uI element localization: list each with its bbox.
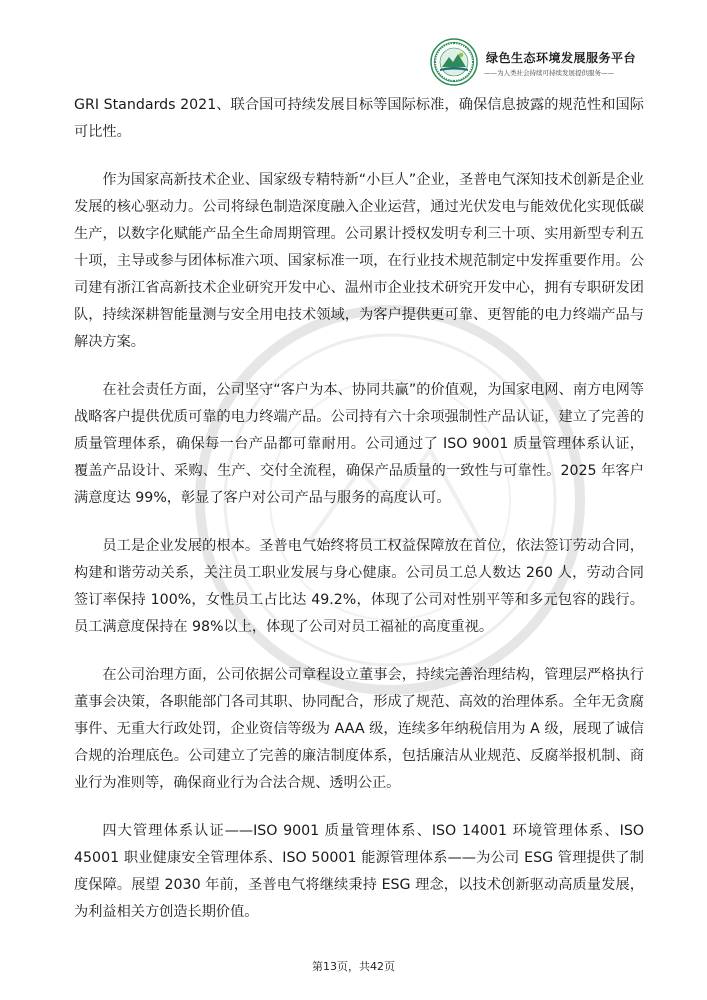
document-body xyxy=(74,92,644,947)
page-number: 第13页，共42页 xyxy=(312,960,395,973)
org-name: 绿色生态环境发展服务平台 xyxy=(486,51,637,65)
paragraph-governance: 在公司治理方面，公司依据公司章程设立董事会，持续完善治理结构，管理层严格执行董事会决策，各职能部门各司其职、协同配合，形成了规范、高效的治理体系。全年无贪腐事件、无重大行政处罚，企业资信等级为 AAA 级，连续多年纳税信用为 A 级，展现了诚信合规的治理底色。公司建立了完善的廉洁制度体系，包括廉洁从业规范、反腐举报机制、商业行为准则等，确保商业行为合法合规、透明公正。 xyxy=(74,667,644,791)
paragraph-standards: GRI Standards 2021、联合国可持续发展目标等国际标准，确保信息披露的规范性和国际可比性。 xyxy=(74,97,644,140)
paragraph-social-responsibility: 在社会责任方面，公司坚守“客户为本、协同共赢”的价值观，为国家电网、南方电网等战略客户提供优质可靠的电力终端产品。公司持有六十余项强制性产品认证，建立了完善的质量管理体系，确保每一台产品都可靠耐用。公司通过了 ISO 9001 质量管理体系认证，覆盖产品设计、采购、生产、交付全流程，确保产品质量的一致性与可靠性。2025 年客户满意度达 99%，彰显了客户对公司产品与服务的高度认可。 xyxy=(74,382,644,506)
paragraph-certifications: 四大管理体系认证——ISO 9001 质量管理体系、ISO 14001 环境管理体系、ISO 45001 职业健康安全管理体系、ISO 50001 能源管理体系——为公司 ESG 管理提供了制度保障。展望 2030 年前，圣普电气将继续秉持 ESG 理念，以技术创新驱动高质量发展，为利益相关方创造长期价值。 xyxy=(74,823,644,920)
platform-logo-icon xyxy=(430,38,478,86)
page-header xyxy=(430,38,690,88)
org-slogan: ——为人类社会持续可持续发展提供服务—— xyxy=(484,69,614,77)
paragraph-employees: 员工是企业发展的根本。圣普电气始终将员工权益保障放在首位，依法签订劳动合同，构建和谐劳动关系，关注员工职业发展与身心健康。公司员工总人数达 260 人，劳动合同签订率保持 100%，女性员工占比达 49.2%，体现了公司对性别平等和多元包容的践行。员工满意度保持在 98%以上，体现了公司对员工福祉的高度重视。 xyxy=(74,538,644,635)
paragraph-innovation: 作为国家高新技术企业、国家级专精特新“小巨人”企业，圣普电气深知技术创新是企业发展的核心驱动力。公司将绿色制造深度融入企业运营，通过光伏发电与能效优化实现低碳生产，以数字化赋能产品全生命周期管理。公司累计授权发明专利三十项、实用新型专利五十项，主导或参与团体标准六项、国家标准一项，在行业技术规范制定中发挥重要作用。公司建有浙江省高新技术企业研究开发中心、温州市企业技术研究开发中心，拥有专职研发团队，持续深耕智能量测与安全用电技术领域，为客户提供更可靠、更智能的电力终端产品与解决方案。 xyxy=(74,172,644,350)
